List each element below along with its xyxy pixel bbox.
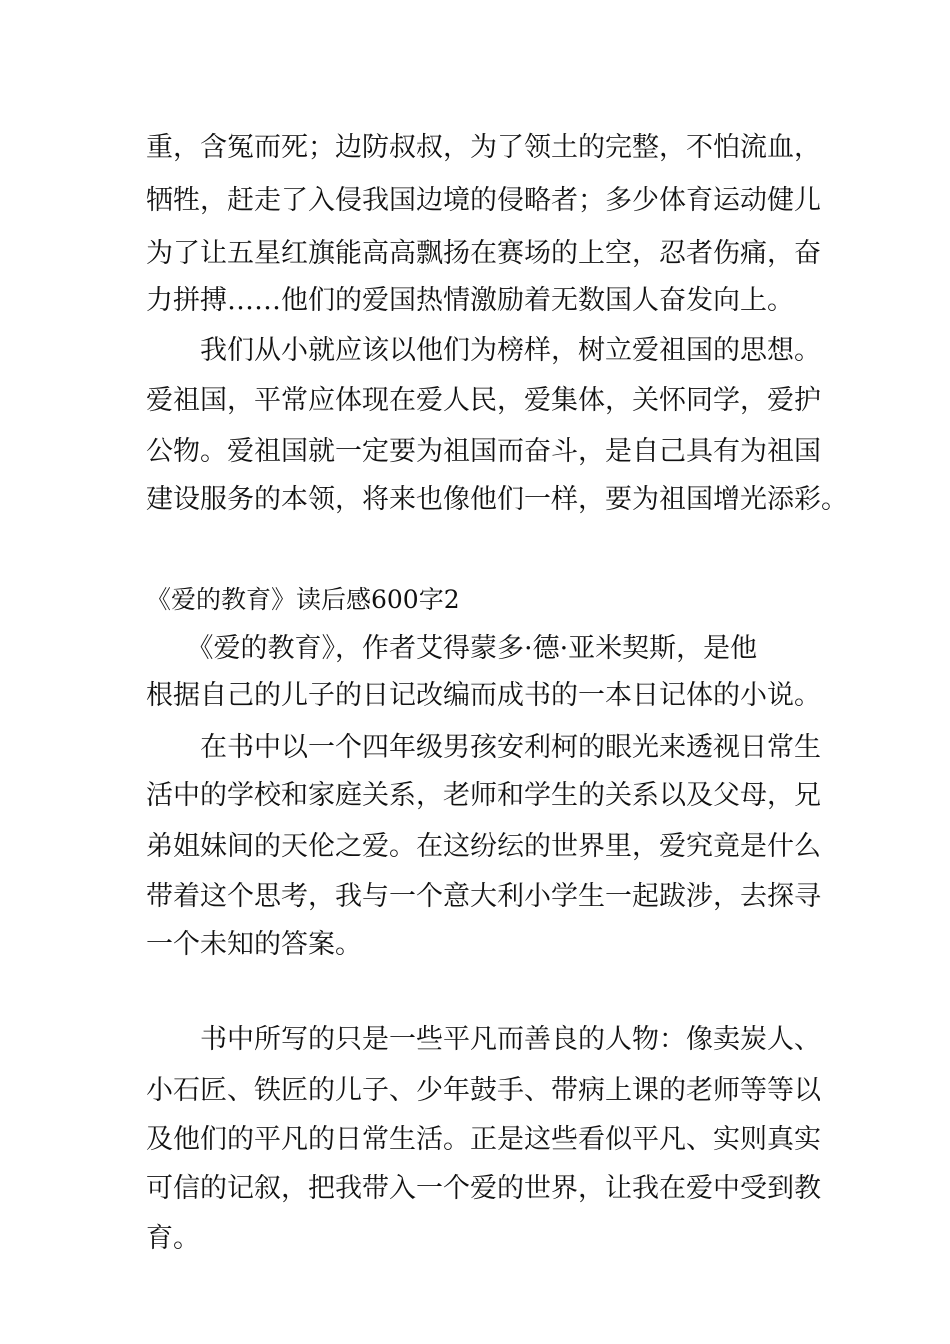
paragraph-line: 为了让五星红旗能高高飘扬在赛场的上空，忍者伤痛，奋 xyxy=(146,238,821,269)
paragraph-line: 重，含冤而死；边防叔叔，为了领土的完整，不怕流血， xyxy=(146,132,821,163)
paragraph-line: 弟姐妹间的天伦之爱。在这纷纭的世界里，爱究竟是什么 xyxy=(146,831,821,862)
paragraph-line: 一个未知的答案。 xyxy=(146,929,362,960)
paragraph-line: 牺牲，赶走了入侵我国边境的侵略者；多少体育运动健儿 xyxy=(146,185,821,216)
paragraph-line: 建设服务的本领，将来也像他们一样，要为祖国增光添彩。 xyxy=(146,484,848,515)
paragraph-line: 育。 xyxy=(146,1223,200,1254)
paragraph-line: 可信的记叙，把我带入一个爱的世界，让我在爱中受到教 xyxy=(146,1173,821,1204)
paragraph-line: 爱祖国，平常应体现在爱人民，爱集体，关怀同学，爱护 xyxy=(146,385,821,416)
paragraph-line: 在书中以一个四年级男孩安利柯的眼光来透视日常生 xyxy=(146,732,821,763)
paragraph-line: 我们从小就应该以他们为榜样，树立爱祖国的思想。 xyxy=(146,335,821,366)
paragraph-line: 根据自己的儿子的日记改编而成书的一本日记体的小说。 xyxy=(146,680,821,711)
paragraph-line: 公物。爱祖国就一定要为祖国而奋斗，是自己具有为祖国 xyxy=(146,436,821,467)
paragraph-line: 带着这个思考，我与一个意大利小学生一起跋涉，去探寻 xyxy=(146,881,821,912)
paragraph-line: 书中所写的只是一些平凡而善良的人物：像卖炭人、 xyxy=(146,1024,821,1055)
section-heading: 《爱的教育》读后感600字2 xyxy=(146,585,460,614)
paragraph-line: 及他们的平凡的日常生活。正是这些看似平凡、实则真实 xyxy=(146,1124,821,1155)
paragraph-line: 力拼搏……他们的爱国热情激励着无数国人奋发向上。 xyxy=(146,285,794,316)
paragraph-line: 小石匠、铁匠的儿子、少年鼓手、带病上课的老师等等以 xyxy=(146,1075,821,1106)
paragraph-line: 活中的学校和家庭关系，老师和学生的关系以及父母，兄 xyxy=(146,780,821,811)
paragraph-line: 《爱的教育》，作者艾得蒙多·德·亚米契斯，是他 xyxy=(146,633,758,664)
